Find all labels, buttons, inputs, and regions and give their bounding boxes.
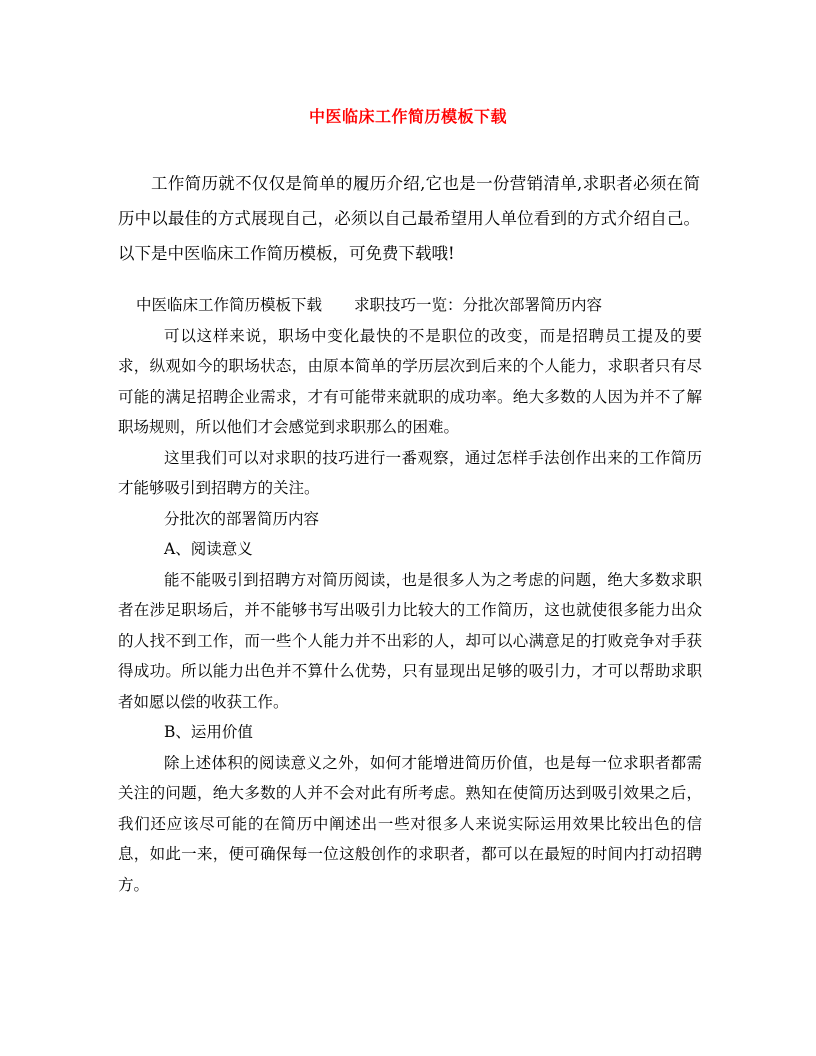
section-title: 分批次的部署简历内容: [164, 509, 320, 528]
heading-left: 中医临床工作简历模板下载: [136, 296, 323, 314]
intro-paragraph: 工作简历就不仅仅是简单的履历介绍,它也是一份营销清单,求职者必须在简历中以最佳的方式展现自己，必须以自己最希望用人单位看到的方式介绍自己。以下是中医临床工作简历模板，可免费下载哦!: [118, 174, 700, 263]
paragraph-1: 可以这样来说，职场中变化最快的不是职位的改变，而是招聘员工提及的要求，纵观如今的职场状态，由原本简单的学历层次到后来的个人能力，求职者只有尽可能的满足招聘企业需求，才有可能带来就职的成功率。绝大多数的人因为并不了解职场规则，所以他们才会感觉到求职那么的困难。: [118, 326, 702, 436]
subsection-a-text: 能不能吸引到招聘方对简历阅读，也是很多人为之考虑的问题，绝大多数求职者在涉足职场后，并不能够书写出吸引力比较大的工作简历，这也就使很多能力出众的人找不到工作，而一些个人能力并不出彩的人，却可以心满意足的打败竞争对手获得成功。所以能力出色并不算什么优势，只有显现出足够的吸引力，才可以帮助求职者如愿以偿的收获工作。: [118, 570, 702, 711]
subsection-b-text: 除上述体积的阅读意义之外，如何才能增进简历价值，也是每一位求职者都需关注的问题，绝大多数的人并不会对此有所考虑。熟知在使简历达到吸引效果之后，我们还应该尽可能的在简历中阐述出一些对很多人来说实际运用效果比较出色的信息，如此一来，便可确保每一位这般创作的求职者，都可以在最短的时间内打动招聘方。: [118, 753, 702, 894]
subsection-b-title: B、运用价值: [164, 723, 253, 741]
document-title: 中医临床工作简历模板下载: [308, 107, 507, 126]
subsection-a-title: A、阅读意义: [164, 540, 253, 558]
section-heading-line: [118, 290, 702, 321]
paragraph-2: 这里我们可以对求职的技巧进行一番观察，通过怎样手法创作出来的工作简历才能够吸引到招聘方的关注。: [118, 448, 702, 497]
heading-right: 求职技巧一览：分批次部署简历内容: [354, 296, 603, 314]
document-body: [118, 290, 702, 900]
